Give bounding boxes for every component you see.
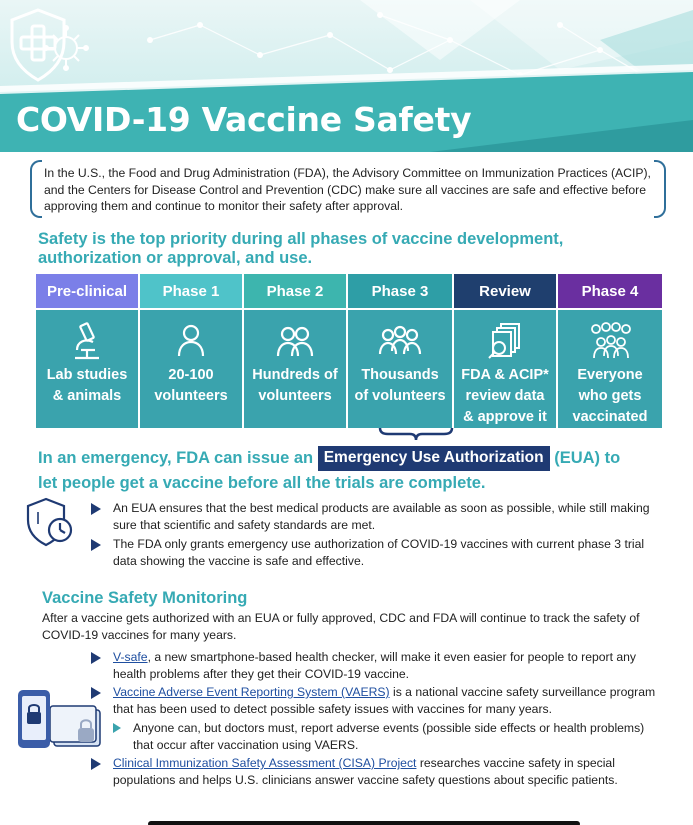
phase-label: Phase 4 [558, 274, 662, 308]
intro-box [30, 160, 666, 220]
phase-4 [558, 274, 662, 428]
bracket-right [654, 160, 666, 218]
phase-preclinical [36, 274, 138, 428]
phase-description: Hundreds of volunteers [252, 367, 338, 404]
bullet-triangle-icon [91, 652, 101, 664]
phase-description: FDA & ACIP* review data & approve it [461, 367, 549, 425]
microscope-icon [65, 320, 109, 364]
phase-label: Phase 2 [244, 274, 346, 308]
page-title: COVID-19 Vaccine Safety [16, 100, 472, 139]
phase-label: Review [454, 274, 556, 308]
phase-3 [348, 274, 452, 428]
bullet-text: The FDA only grants emergency use authorization of COVID-19 vaccines with current phase 3 trial data showing the vaccine is safe and effective. [113, 537, 645, 568]
phase-label: Phase 1 [140, 274, 242, 308]
intro-text: In the U.S., the Food and Drug Administration (FDA), the Advisory Committee on Immunization Practices (ACIP), and the Centers for Disease Control and Prevention (CDC) make sure all vaccines are safe and effective before approving them and continue to monitor their safety after approval. [44, 166, 651, 213]
phase-description: 20-100 volunteers [154, 367, 228, 404]
monitoring-intro: After a vaccine gets authorized with an EUA or fully approved, CDC and FDA will continue to track the safety of COVID-19 vaccines for many years. [42, 611, 640, 642]
phase-label: Pre-clinical [36, 274, 138, 308]
shield-clock-icon [24, 496, 76, 548]
bullet-triangle-icon [91, 758, 101, 770]
bottom-divider [148, 821, 580, 825]
vsafe-link[interactable]: V-safe [113, 650, 148, 664]
bullet-triangle-icon [91, 539, 101, 551]
two-people-icon [273, 320, 317, 364]
eua-bullet-1 [113, 500, 653, 533]
phases-grid [36, 274, 662, 428]
cisa-bullet [113, 755, 665, 788]
bullet-text: is a national vaccine safety surveillance program that has been used to detect possible safety issues with vaccines for many years. [113, 685, 656, 716]
safety-headline: Safety is the top priority during all phases of vaccine development, authorization or approval, and use. [38, 230, 564, 267]
vaers-sub-bullet [133, 720, 665, 753]
monitoring-heading: Vaccine Safety Monitoring [42, 589, 248, 607]
phase-review [454, 274, 556, 428]
bracket-left [30, 160, 42, 218]
emergency-text-post: (EUA) to [554, 449, 621, 467]
documents-magnifier-icon [483, 320, 527, 364]
phase-description: Everyone who gets vaccinated [572, 367, 648, 425]
eua-brace-icon [378, 426, 454, 442]
vaers-bullet [113, 684, 665, 717]
person-icon [169, 320, 213, 364]
vaers-link[interactable]: Vaccine Adverse Event Reporting System (VAERS) [113, 685, 390, 699]
bullet-triangle-icon [91, 503, 101, 515]
virus-icon [44, 26, 88, 70]
eua-bullet-2 [113, 536, 653, 569]
bullet-triangle-icon [113, 723, 121, 733]
phase-1 [140, 274, 242, 428]
phase-2 [244, 274, 346, 428]
emergency-headline [38, 446, 668, 495]
emergency-text-pre: In an emergency, FDA can issue an [38, 449, 314, 467]
bullet-text: , a new smartphone-based health checker, will make it even easier for people to report any health problems after they get their COVID-19 vaccine. [113, 650, 637, 681]
phase-label: Phase 3 [348, 274, 452, 308]
bullet-text: researches vaccine safety in special populations and helps U.S. clinicians answer vaccine safety questions about specific patients. [113, 756, 618, 787]
phase-description: Lab studies & animals [46, 367, 128, 404]
bullet-triangle-icon [91, 687, 101, 699]
vsafe-bullet [113, 649, 658, 682]
cisa-link[interactable]: Clinical Immunization Safety Assessment (CISA) Project [113, 756, 417, 770]
three-people-icon [378, 320, 422, 364]
bullet-text: Anyone can, but doctors must, report adverse events (possible side effects or health problems) that occur after vaccination using VAERS. [133, 721, 645, 752]
emergency-text-line2: let people get a vaccine before all the trials are complete. [38, 474, 486, 492]
header-banner [0, 0, 693, 152]
eua-badge: Emergency Use Authorization [318, 446, 550, 471]
phase-description: Thousands of volunteers [354, 367, 446, 404]
crowd-icon [588, 320, 632, 364]
bullet-text: An EUA ensures that the best medical products are available as soon as possible, while still making sure that scientific and safety standards are met. [113, 501, 650, 532]
